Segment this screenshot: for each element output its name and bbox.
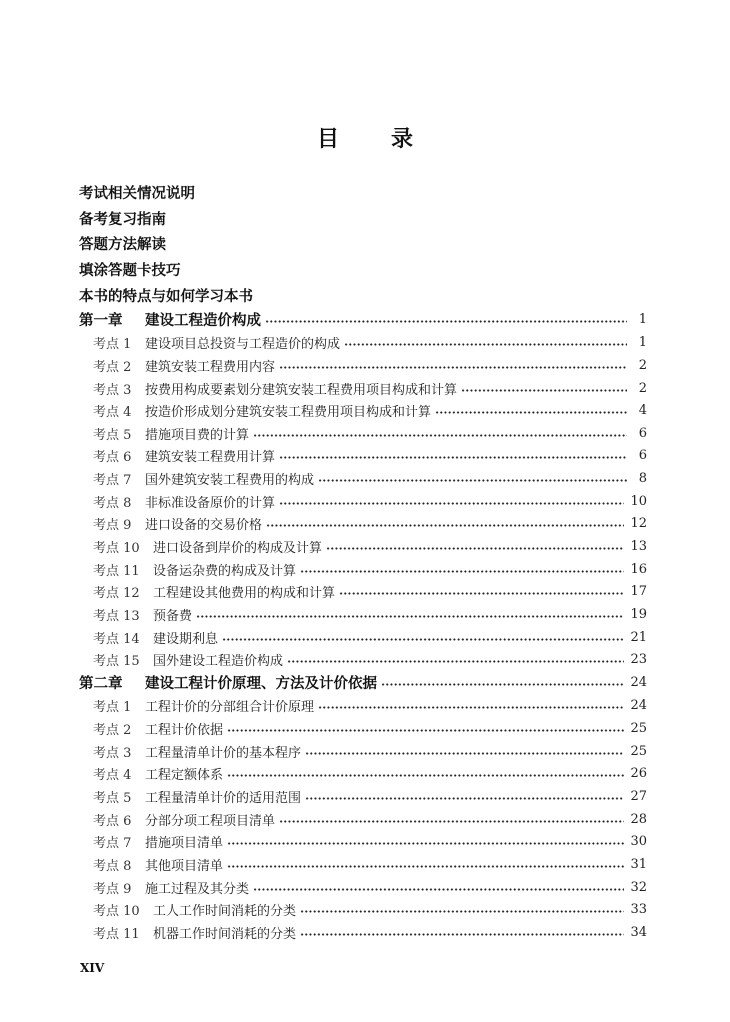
toc-item-entry[interactable] [79,876,647,899]
toc-item-entry[interactable] [79,422,647,445]
toc-section-entry[interactable] [79,257,647,283]
chapter-page-number: 24 [630,675,647,691]
item-title: 工程量清单计价的适用范围 [145,790,302,806]
toc-item-entry[interactable] [79,763,647,786]
item-label: 考点 5 [93,790,132,806]
toc-item-entry[interactable] [79,603,647,626]
item-label: 考点 1 [93,337,132,353]
item-title: 非标准设备原价的计算 [145,495,276,511]
page-title [0,122,730,153]
dot-leader [300,933,624,936]
title-char-1: 目 [316,127,339,152]
dot-leader [318,706,624,709]
toc-item-entry[interactable] [79,467,647,490]
toc-item-entry[interactable] [79,853,647,876]
item-label: 考点 7 [93,836,132,852]
item-page-number: 33 [630,902,647,918]
item-title: 施工过程及其分类 [145,881,250,897]
item-title: 工程量清单计价的基本程序 [145,745,302,761]
dot-leader [344,343,627,346]
item-label: 考点 2 [93,359,132,375]
chapter-page-number: 1 [638,312,647,328]
item-label: 考点 8 [93,495,132,511]
item-page-number: 24 [630,698,647,714]
toc-item-entry[interactable] [79,717,647,740]
item-title: 建筑安装工程费用内容 [145,359,276,375]
item-title: 国外建筑安装工程费用的构成 [145,473,315,489]
item-label: 考点 9 [93,518,132,534]
section-title: 答题方法解读 [79,237,166,254]
dot-leader [279,502,624,505]
item-page-number: 17 [630,584,647,600]
dot-leader [381,683,624,686]
dot-leader [266,524,624,527]
dot-leader [196,615,624,618]
item-label: 考点 2 [93,723,132,739]
dot-leader [265,320,627,323]
toc-item-entry[interactable] [79,695,647,718]
item-title: 国外建设工程造价构成 [153,654,284,670]
item-page-number: 25 [630,743,647,759]
item-page-number: 8 [638,471,647,487]
item-title: 措施项目清单 [145,836,224,852]
item-title: 按费用构成要素划分建筑安装工程费用项目构成和计算 [145,382,458,398]
item-page-number: 4 [638,403,647,419]
item-label: 考点 13 [93,608,140,624]
item-page-number: 2 [638,380,647,396]
toc-item-entry[interactable] [79,331,647,354]
dot-leader [253,888,624,891]
toc-item-entry[interactable] [79,445,647,468]
item-label: 考点 5 [93,427,132,443]
item-title: 进口设备到岸价的构成及计算 [153,541,323,557]
item-title: 进口设备的交易价格 [145,518,263,534]
section-title: 本书的特点与如何学习本书 [79,288,253,305]
chapter-label: 第二章 [79,676,123,693]
toc-item-entry[interactable] [79,513,647,536]
item-label: 考点 6 [93,450,132,466]
dot-leader [227,842,624,845]
toc-item-entry[interactable] [79,558,647,581]
toc-item-entry[interactable] [79,581,647,604]
dot-leader [227,729,624,732]
item-page-number: 10 [630,493,647,509]
item-title: 分部分项工程项目清单 [145,813,276,829]
item-title: 设备运杂费的构成及计算 [153,563,297,579]
section-title: 填涂答题卡技巧 [79,263,181,280]
item-label: 考点 4 [93,405,132,421]
dot-leader [300,570,624,573]
toc-item-entry[interactable] [79,377,647,400]
item-page-number: 30 [630,834,647,850]
item-page-number: 16 [630,561,647,577]
item-label: 考点 8 [93,858,132,874]
dot-leader [435,411,627,414]
section-title: 备考复习指南 [79,211,166,228]
item-label: 考点 15 [93,654,140,670]
toc-item-entry[interactable] [79,354,647,377]
item-title: 其他项目清单 [145,858,224,874]
toc-item-entry[interactable] [79,626,647,649]
dot-leader [305,752,624,755]
item-page-number: 12 [630,516,647,532]
item-page-number: 1 [638,335,647,351]
toc-item-entry[interactable] [79,648,647,671]
item-title: 预备费 [153,608,193,624]
item-title: 按造价形成划分建筑安装工程费用项目构成和计算 [145,405,432,421]
table-of-contents [79,180,647,944]
item-label: 考点 14 [93,631,140,647]
item-title: 工程建设其他费用的构成和计算 [153,586,336,602]
item-label: 考点 11 [93,926,140,942]
item-page-number: 27 [630,788,647,804]
item-title: 建设期利息 [153,631,219,647]
item-page-number: 34 [630,924,647,940]
item-title: 建筑安装工程费用计算 [145,450,276,466]
item-label: 考点 10 [93,904,140,920]
item-page-number: 21 [630,629,647,645]
item-title: 工程计价依据 [145,723,224,739]
item-page-number: 6 [638,425,647,441]
item-title: 工程计价的分部组合计价原理 [145,700,315,716]
toc-chapter-entry[interactable] [79,308,647,332]
item-page-number: 26 [630,766,647,782]
item-page-number: 23 [630,652,647,668]
toc-item-entry[interactable] [79,898,647,921]
item-title: 工人工作时间消耗的分类 [153,904,297,920]
item-title: 措施项目费的计算 [145,427,250,443]
item-label: 考点 3 [93,382,132,398]
item-label: 考点 1 [93,700,132,716]
dot-leader [287,660,624,663]
chapter-title: 建设工程计价原理、方法及计价依据 [145,676,377,693]
dot-leader [461,389,627,392]
dot-leader [253,434,627,437]
item-page-number: 25 [630,721,647,737]
item-page-number: 6 [638,448,647,464]
toc-item-entry[interactable] [79,535,647,558]
dot-leader [339,592,624,595]
item-label: 考点 3 [93,745,132,761]
item-page-number: 28 [630,811,647,827]
item-page-number: 19 [630,606,647,622]
chapter-label: 第一章 [79,313,123,330]
toc-chapter-entry[interactable] [79,671,647,695]
dot-leader [227,774,624,777]
item-page-number: 32 [630,879,647,895]
chapter-title: 建设工程造价构成 [145,313,261,330]
item-label: 考点 6 [93,813,132,829]
toc-item-entry[interactable] [79,921,647,944]
item-label: 考点 10 [93,541,140,557]
toc-section-entry[interactable] [79,231,647,257]
item-title: 工程定额体系 [145,768,224,784]
item-page-number: 2 [638,357,647,373]
toc-item-entry[interactable] [79,808,647,831]
item-label: 考点 4 [93,768,132,784]
dot-leader [326,547,624,550]
dot-leader [279,820,624,823]
item-title: 建设项目总投资与工程造价的构成 [145,337,341,353]
title-char-2: 录 [391,127,414,152]
dot-leader [318,479,627,482]
toc-item-entry[interactable] [79,490,647,513]
dot-leader [300,910,624,913]
item-title: 机器工作时间消耗的分类 [153,926,297,942]
dot-leader [279,366,627,369]
item-label: 考点 9 [93,881,132,897]
toc-section-entry[interactable] [79,282,647,308]
item-page-number: 31 [630,856,647,872]
toc-item-entry[interactable] [79,785,647,808]
dot-leader [279,456,627,459]
dot-leader [222,638,624,641]
item-page-number: 13 [630,539,647,555]
item-label: 考点 11 [93,563,140,579]
page-number: XIV [80,961,105,975]
item-label: 考点 7 [93,473,132,489]
dot-leader [305,797,624,800]
dot-leader [227,865,624,868]
item-label: 考点 12 [93,586,140,602]
toc-section-entry[interactable] [79,206,647,232]
toc-item-entry[interactable] [79,830,647,853]
toc-item-entry[interactable] [79,399,647,422]
toc-item-entry[interactable] [79,740,647,763]
section-title: 考试相关情况说明 [79,186,195,203]
toc-section-entry[interactable] [79,180,647,206]
